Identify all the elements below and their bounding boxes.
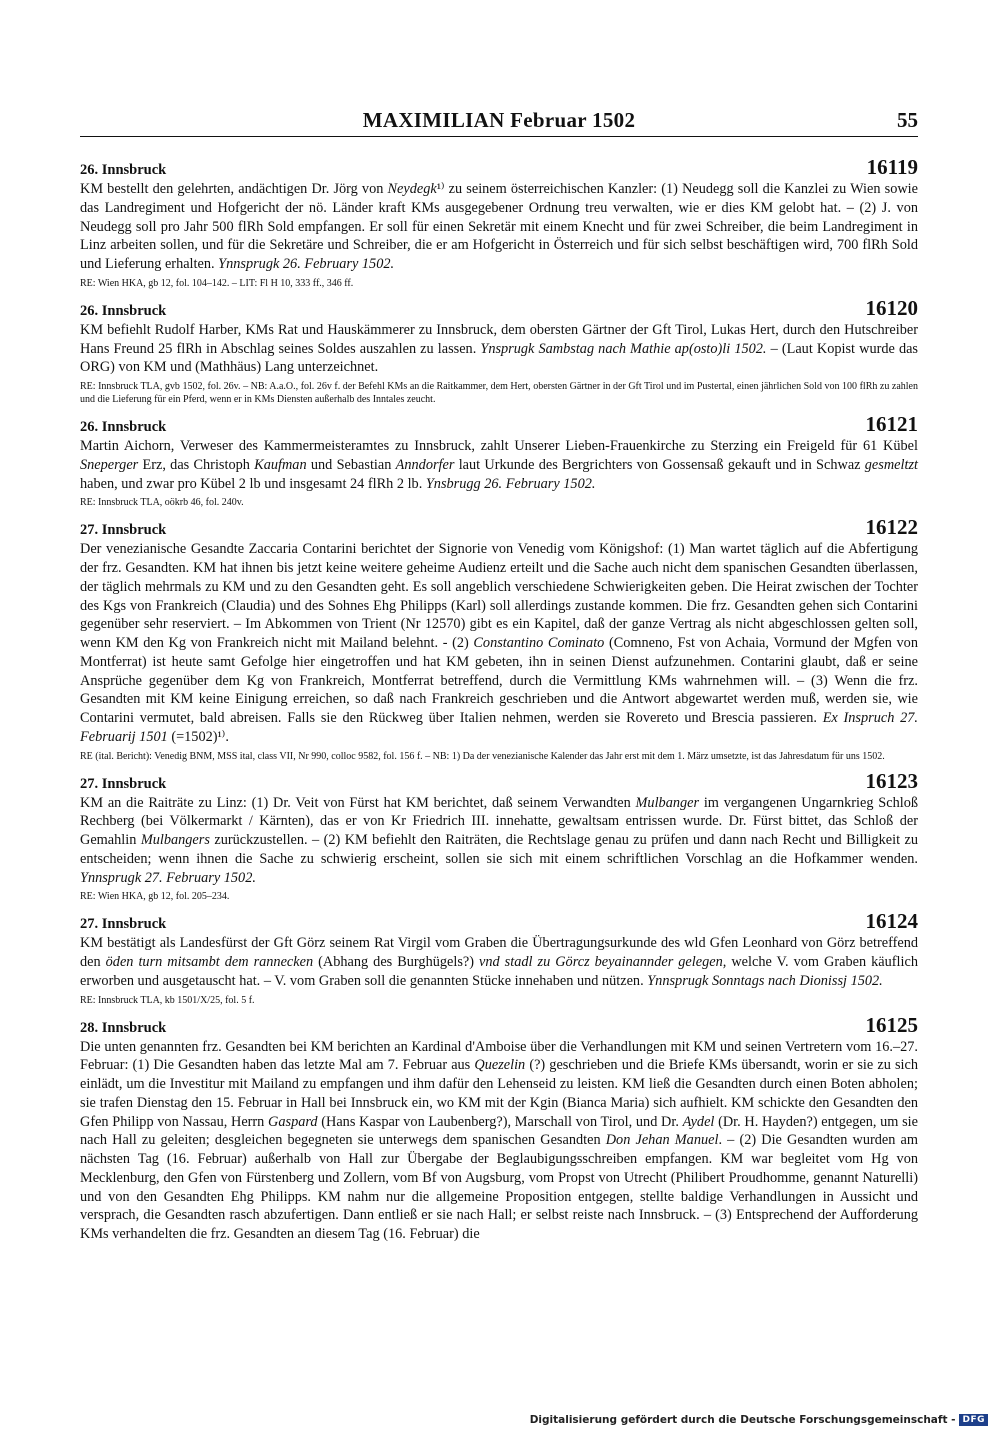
entry-text-italic: Don Jehan Manuel xyxy=(605,1132,719,1149)
entry-text-italic: Ynsprugk Sambstag nach Mathie ap(osto)li 1502. xyxy=(480,340,767,357)
entry-text-italic: Ynnsprugk 26. February 1502. xyxy=(218,256,395,272)
entry-text-run: (?) geschrieben und die Briefe KMs übersandt, worin er sie zu sich einlädt, um die Investitur mit Mailand zu empfangen und ihm dafür den Lehenseid zu leisten. KM ließ die Gesandten durch einen Boten abholen; sie trafen Dienstag den 15. Februar in Hall bei Innsbruck ein, wo KM mit der Kgin (Bianca Maria) sich aufhielt. KM schickte den Gesandten den Gfen Philipp von Nassau, Herrn xyxy=(80,1057,918,1130)
dfg-logo: DFG xyxy=(959,1414,988,1426)
entry-text xyxy=(80,934,918,990)
entry-text-italic: Ynnsprugk Sonntags nach Dionissj 1502. xyxy=(647,972,883,989)
entry-number: 16119 xyxy=(866,155,918,179)
entry-text-run: haben, und zwar pro Kübel 2 lb und insgesamt 24 flRh 2 lb. xyxy=(80,475,426,492)
entry-text-run: welche V. vom Graben käuflich erworben und ausgetauscht hat. – V. vom Graben soll die genannten Stücke innehaben und nützen. xyxy=(80,954,918,989)
regest-entry xyxy=(80,768,919,904)
entry-text-run: zurückzustellen. – (2) KM befiehlt den Raiträten, die Rechtslage genau zu prüfen und dann nach Recht und Billigkeit zu entscheiden; wenn ihnen die Sache zu schwierig erscheint, sollen sie sich mit einem schriftlichen Vorschlag an die Hofkammer wenden. xyxy=(80,832,919,867)
entry-header xyxy=(80,412,918,437)
regest-entry xyxy=(80,412,918,509)
entry-header xyxy=(80,768,918,794)
regest-entry xyxy=(80,1012,918,1244)
entry-header xyxy=(80,515,918,540)
entry-text-italic: öden turn mitsambt dem rannecken xyxy=(105,954,314,970)
entry-text-run: KM befiehlt Rudolf Harber, KMs Rat und Hauskämmerer zu Innsbruck, dem obersten Gärtner der Gft Tirol, Lukas Hert, durch den Hutschreiber Hans Freund 25 flRh in Abschlag seines Soldes auszahlen zu lassen. xyxy=(80,321,918,357)
entry-date-place: 27. Innsbruck xyxy=(80,916,167,933)
entry-text-italic: Quezelin xyxy=(474,1057,526,1074)
entry-text-run: KM an die Raiträte zu Linz: (1) Dr. Veit von Fürst hat KM berichtet, daß seinem Verwandten xyxy=(80,794,636,811)
entry-source-note: RE: Wien HKA, gb 12, fol. 205–234. xyxy=(80,891,230,903)
entry-text-run: Die unten genannten frz. Gesandten bei KM berichten an Kardinal d'Amboise über die Verhandlungen mit KM und seinen Vertretern vom 16.–27. Februar: (1) Die Gesandten haben das letzte Mal am 7. Februar aus xyxy=(80,1038,918,1074)
entry-number: 16124 xyxy=(865,909,918,934)
entry-text xyxy=(80,321,918,377)
entry-text-run: im vergangenen Ungarnkrieg Schloß Rechberg (bei Völkermarkt / Kärnten), das er von Kr Friedrich III. innehatte, gewaltsam entrissen wurde. Dr. Fürst bittet, das Schloß der Gemahlin xyxy=(80,794,919,848)
entry-text-run: und Sebastian xyxy=(306,456,396,473)
entry-text-italic: Ynnsprugk 27. February 1502. xyxy=(80,869,256,886)
entry-text-run: Martin Aichorn, Verweser des Kammermeisteramtes zu Innsbruck, zahlt Unserer Lieben-Frauenkirche zu Sterzing ein Freigeld für 61 Kübel xyxy=(80,438,918,454)
entry-text-run: (Abhang des Burghügels?) xyxy=(313,954,480,970)
footer xyxy=(530,1414,988,1426)
entry-text-run: (Hans Kaspar von Laubenberg?), Marschall von Tirol, und Dr. xyxy=(317,1113,683,1130)
entry-number: 16122 xyxy=(865,515,918,540)
entry-source-note: RE: Innsbruck TLA, gvb 1502, fol. 26v. – NB: A.a.O., fol. 26v f. der Befehl KMs an die Raitkammer, dem Hert, obersten Gärtner in der Gft Tirol und im Pustertal, einen jährlichen Sold von 100 flRh zu zahlen und die Lieferung für ein Pferd, wenn er in KMs Diensten außerhalb des Inntales zeucht. xyxy=(80,381,918,405)
entry-text-italic: Ex Inspruch 27. Februarij 1501 xyxy=(80,710,918,745)
entry-text-italic: vnd stadl zu Görcz beyainannder gelegen, xyxy=(479,954,727,970)
regest-entry xyxy=(80,909,918,1006)
footer-text: Digitalisierung gefördert durch die Deutsche Forschungsgemeinschaft - xyxy=(529,1414,956,1426)
entry-text-italic: Ynsbrugg 26. February 1502. xyxy=(425,475,596,492)
regest-entry xyxy=(80,295,918,406)
entry-text-italic: Kaufman xyxy=(254,456,307,473)
entry-text-run: Erz, das Christoph xyxy=(138,456,255,473)
entry-text-italic: Sneperger xyxy=(80,456,139,473)
entry-source-note: RE: Innsbruck TLA, kb 1501/X/25, fol. 5 f. xyxy=(80,994,255,1006)
regesta-list xyxy=(80,155,919,1253)
entry-text-italic: gesmeltzt xyxy=(864,456,918,473)
entry-number: 16120 xyxy=(865,295,918,320)
entry-text-run: – (Laut Kopist wurde das ORG) von KM und (Mathhäus) Lang unterzeichnet. xyxy=(80,340,918,376)
entry-text-run: (=1502)¹⁾. xyxy=(167,728,229,745)
entry-date-place: 26. Innsbruck xyxy=(80,302,167,319)
entry-text-run: laut Urkunde des Bergrichters von Gossensaß gekauft und in Schwaz xyxy=(454,456,865,473)
entry-date-place: 27. Innsbruck xyxy=(80,775,167,792)
entry-date-place: 26. Innsbruck xyxy=(80,162,167,178)
entry-text xyxy=(80,180,918,274)
entry-header xyxy=(80,1012,918,1038)
entry-text-italic: Anndorfer xyxy=(395,456,455,473)
entry-number: 16125 xyxy=(865,1012,918,1037)
regest-entry xyxy=(80,155,918,290)
entry-text xyxy=(80,794,918,888)
entry-text-run: KM bestätigt als Landesfürst der Gft Görz seinem Rat Virgil vom Graben die Übertragungsurkunde des wld Gfen Leonhard von Görz betreffend den xyxy=(80,935,918,970)
entry-text-italic: Mulbangers xyxy=(140,832,210,848)
entry-text-italic: Mulbanger xyxy=(635,794,700,811)
entry-header xyxy=(80,909,918,934)
entry-text xyxy=(80,437,918,493)
running-title: MAXIMILIAN Februar 1502 xyxy=(362,108,636,132)
entry-header xyxy=(80,155,918,180)
entry-date-place: 26. Innsbruck xyxy=(80,419,167,435)
entry-text-run: . – (2) Die Gesandten wurden am nächsten Tag (16. Februar) außerhalb von Hall zur Übergabe der Beglaubigungsschreiben empfangen. KM war begleitet vom Hg von Mecklenburg, den Gfen von Fürstenberg und Zollern, vom Bf von Augsburg, vom Propst von Utrecht (Philibert Proudhomme, genannt Naturelli) und von den Gesandten Ehg Philipps. KM nahm nur die allgemeine Proposition entgegen, stellte baldige Verhandlungen in Aussicht und versprach, die Gesandten rasch abzufertigen. Dann entließ er sie nach Hall; er selbst reiste nach Innsbruck. – (3) Entsprechend der Aufforderung KMs verhandelten die frz. Gesandten an diesem Tag (16. Februar) die xyxy=(80,1132,918,1242)
entry-number: 16123 xyxy=(865,768,918,793)
entry-text-run: (Dr. H. Hayden?) entgegen, um sie nach Hall zu geleiten; desgleichen begegneten sie unterwegs dem spanischen Gesandten xyxy=(80,1113,918,1149)
regest-entry xyxy=(80,515,918,762)
entry-header xyxy=(80,295,918,321)
entry-text-italic: Aydel xyxy=(682,1113,715,1130)
entry-text xyxy=(80,1038,918,1244)
entry-text-italic: Gaspard xyxy=(268,1113,318,1130)
entry-date-place: 28. Innsbruck xyxy=(80,1019,167,1036)
entry-number: 16121 xyxy=(865,412,918,436)
entry-text-italic: Neydegk xyxy=(387,181,437,197)
entry-text-italic: Constantino Cominato xyxy=(473,635,605,651)
entry-source-note: RE (ital. Bericht): Venedig BNM, MSS ital, class VII, Nr 990, colloc 9582, fol. 156 f. – NB: 1) Da der venezianische Kalender das Jahr erst mit dem 1. März umsetzte, ist das Jahresdatum für uns 1502. xyxy=(80,750,885,762)
entry-text-run: (Comneno, Fst von Achaia, Vormund der Mgfen von Montferrat) ist heute samt Gefolge hier eingetroffen und hat KM gebeten, ihn in seinen Dienst aufzunehmen. Contarini glaubt, daß er seine Ansprüche gegenüber dem Kg von Frankreich, Montferrat betreffend, durch die Vermittlung KMs wahrnehmen will. – (3) Wenn die frz. Gesandten mit KM keine Einigung erreichen, so daß nach Frankreich geschrieben und die Antwort abgewartet werden muß, werden sie, wie Contarini vermutet, bald abreisen. Falls sie den Rückweg über Italien nehmen, werden sie Rovereto und Brescia passieren. xyxy=(80,635,918,726)
entry-text xyxy=(80,540,918,746)
page-header xyxy=(80,108,918,137)
entry-text-run: ¹⁾ zu seinem österreichischen Kanzler: (1) Neudegg soll die Kanzlei zu Wien sowie das Landregiment und Hofgericht der nö. Länder kraft KMs ausgegebener Ordnung treu verwalten, wie er dies KM gelobt hat. – (2) J. von Neudegg soll pro Jahr 500 flRh Sold empfangen. Er soll für einen Sekretär mit einem Knecht und für zwei Schreiber, die beim Landregiment in Linz arbeiten sollen, und für die Sekretäre und Schreiber, die er am Hofgericht in Österreich und für sich selbst beschäftigen wird, 700 flRh Sold und Lieferung erhalten. xyxy=(80,181,918,272)
page-number: 55 xyxy=(897,108,918,132)
entry-date-place: 27. Innsbruck xyxy=(80,522,167,539)
entry-text-run: KM bestellt den gelehrten, andächtigen Dr. Jörg von xyxy=(80,181,388,197)
entry-text-run: Der venezianische Gesandte Zaccaria Contarini berichtet der Signorie von Venedig vom Königshof: (1) Man wartet täglich auf die Abfertigung der frz. Gesandten. KM hat ihnen bis jetzt keine weitere geheime Audienz erteilt und die Sache auch nicht dem spanischen Gesandten überlassen, der täglich mehrmals zu KM und zu den Gesandten geht. Es soll angeblich verschiedene Schwierigkeiten geben. Die Heirat zwischen der Tochter des Kgs von Frankreich (Claudia) und des Sohnes Ehg Philipps (Karl) soll allerdings zustande kommen. Die frz. Gesandten gehen sich Contarini gegenüber sehr reserviert. – Im Abkommen von Trient (Nr 12570) gibt es ein Kapitel, daß der ganze Vertrag als nicht abgeschlossen gelten soll, wenn KM den Kg von Frankreich nicht mit Mailand belehnt. - (2) xyxy=(80,541,918,651)
entry-source-note: RE: Wien HKA, gb 12, fol. 104–142. – LIT: Fl H 10, 333 ff., 346 ff. xyxy=(80,277,354,289)
entry-source-note: RE: Innsbruck TLA, oökrb 46, fol. 240v. xyxy=(80,497,244,509)
